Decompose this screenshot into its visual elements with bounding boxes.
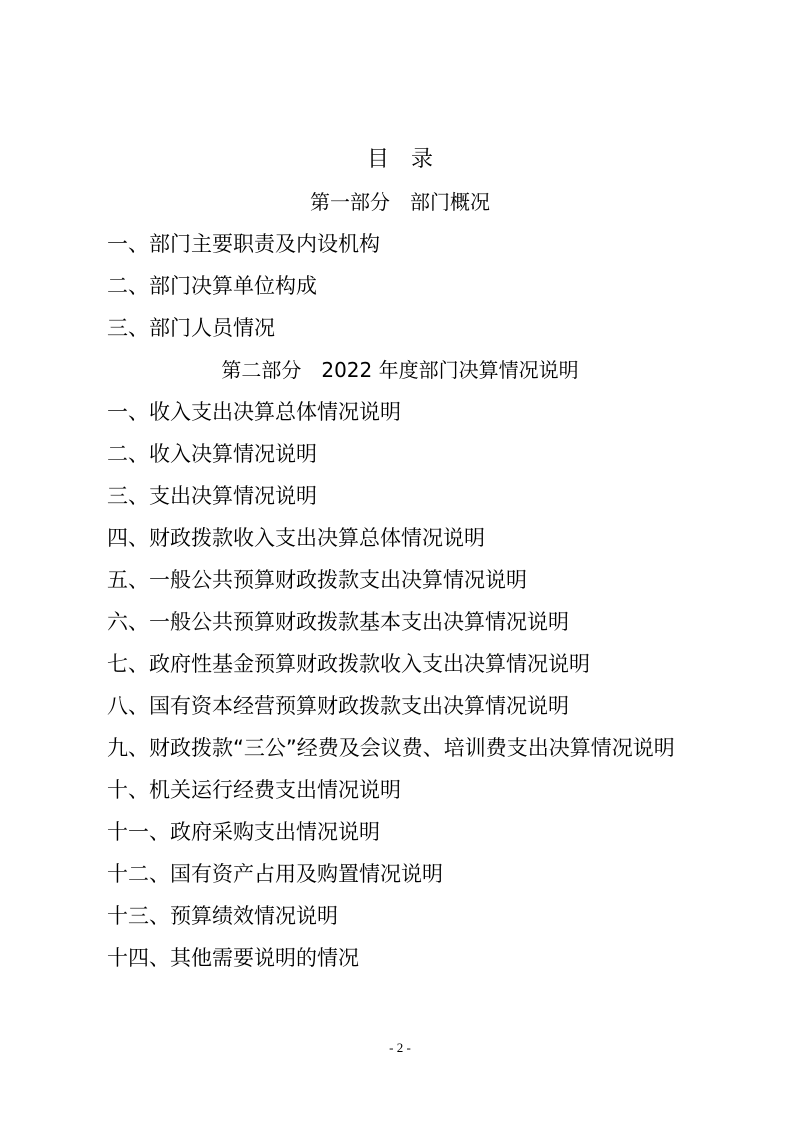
toc-item: 一、收入支出决算总体情况说明 (107, 400, 401, 424)
toc-item: 三、支出决算情况说明 (107, 484, 317, 508)
toc-item: 九、财政拨款“三公”经费及会议费、培训费支出决算情况说明 (107, 736, 675, 760)
section-heading-part-2: 第二部分 2022 年度部门决算情况说明 (221, 358, 579, 382)
toc-item: 十、机关运行经费支出情况说明 (107, 778, 401, 802)
toc-item: 二、收入决算情况说明 (107, 442, 317, 466)
toc-item: 八、国有资本经营预算财政拨款支出决算情况说明 (107, 694, 569, 718)
toc-item: 十四、其他需要说明的情况 (107, 946, 359, 970)
toc-item: 七、政府性基金预算财政拨款收入支出决算情况说明 (107, 652, 590, 676)
toc-item: 十一、政府采购支出情况说明 (107, 820, 380, 844)
toc-item: 三、部门人员情况 (107, 316, 275, 340)
toc-item: 五、一般公共预算财政拨款支出决算情况说明 (107, 568, 527, 592)
toc-item: 四、财政拨款收入支出决算总体情况说明 (107, 526, 485, 550)
toc-item: 六、一般公共预算财政拨款基本支出决算情况说明 (107, 610, 569, 634)
toc-item: 十三、预算绩效情况说明 (107, 904, 338, 928)
toc-item: 二、部门决算单位构成 (107, 274, 317, 298)
table-of-contents (0, 139, 793, 979)
toc-item: 十二、国有资产占用及购置情况说明 (107, 862, 443, 886)
toc-title: 目 录 (366, 147, 433, 172)
section-heading-part-1: 第一部分 部门概况 (310, 190, 490, 214)
toc-item: 一、部门主要职责及内设机构 (107, 232, 380, 256)
page-number: - 2 - (389, 1040, 411, 1055)
